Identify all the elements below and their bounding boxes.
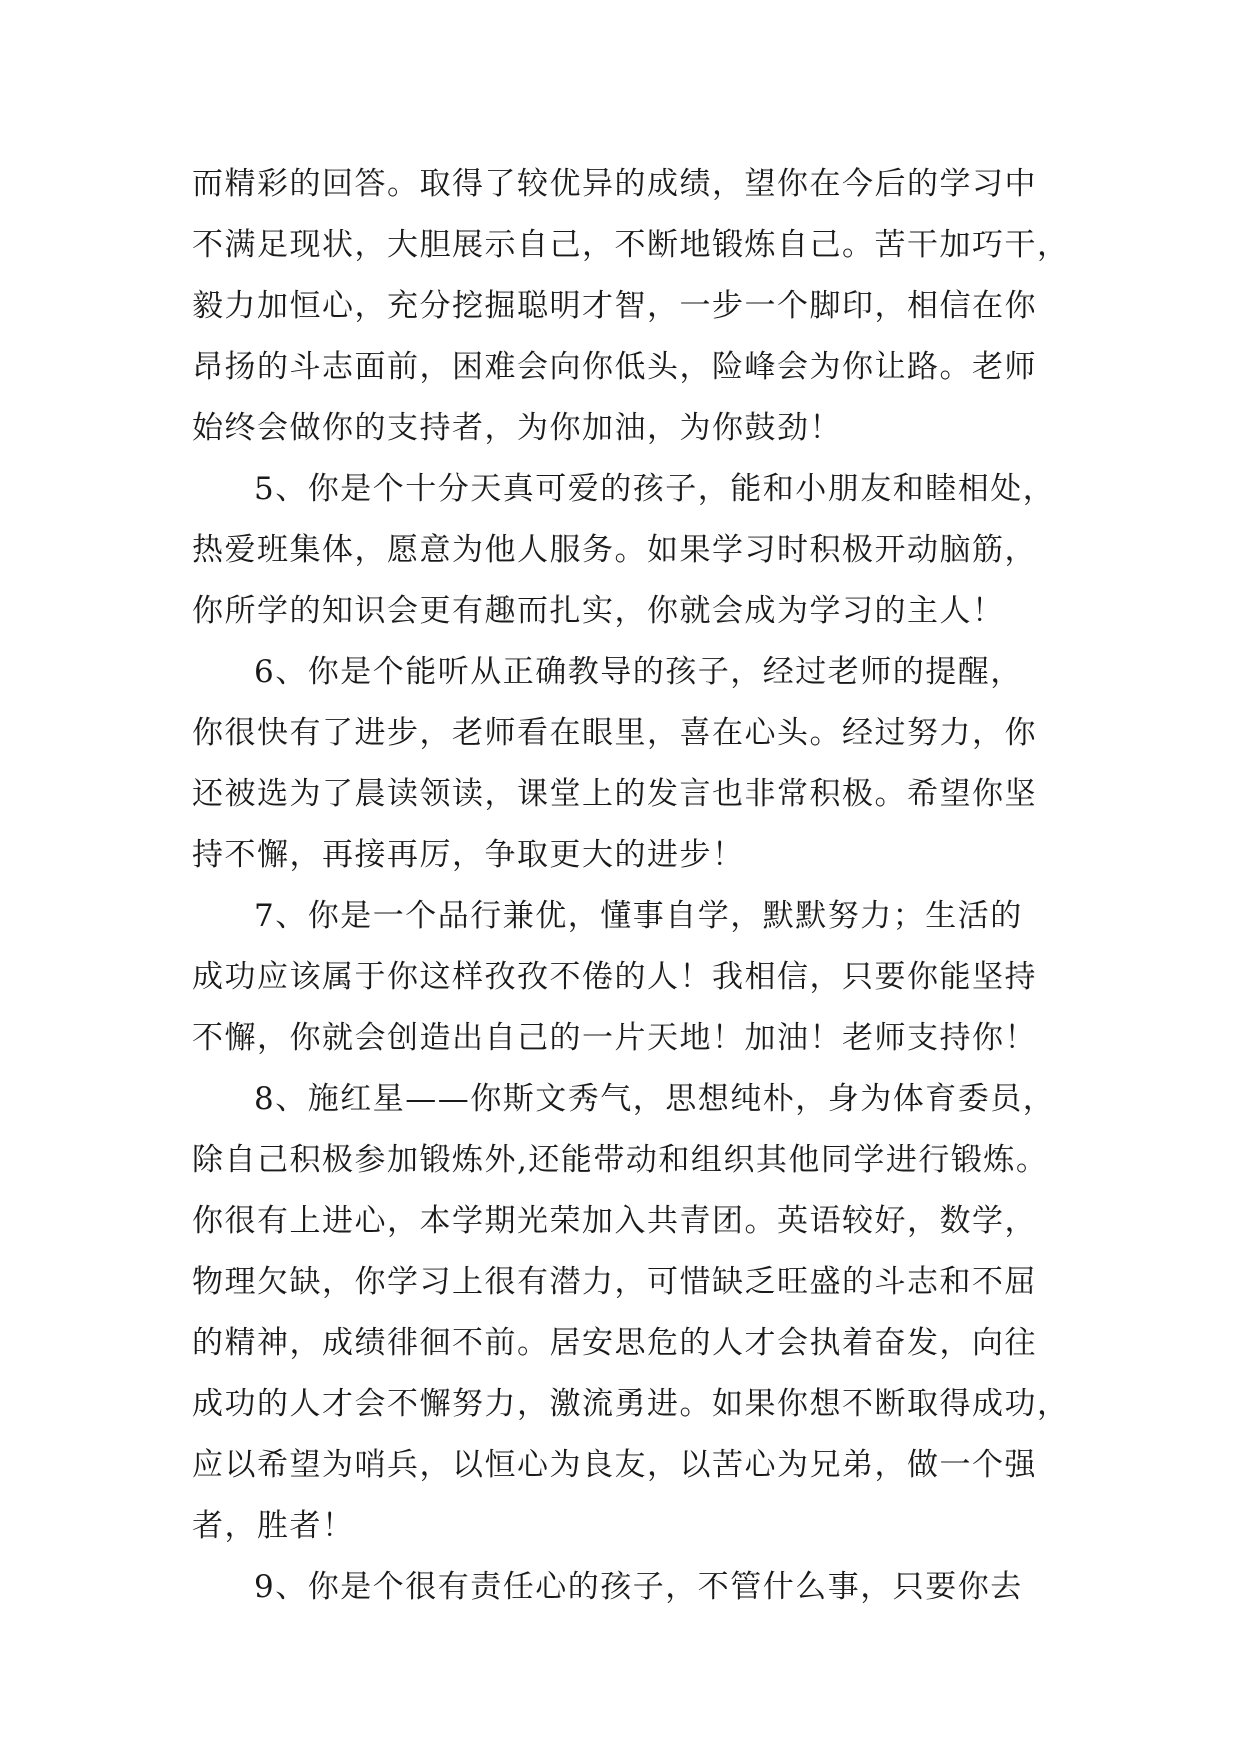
- text-line: 还被选为了晨读领读，课堂上的发言也非常积极。希望你坚: [192, 776, 1037, 812]
- text-line: 者，胜者！: [192, 1508, 355, 1544]
- paragraph-first-line: 8、施红星——你斯文秀气，思想纯朴，身为体育委员，: [254, 1081, 1056, 1117]
- paragraph-first-line: 9、你是个很有责任心的孩子，不管什么事，只要你去: [254, 1569, 1023, 1605]
- text-line: 成功的人才会不懈努力，激流勇进。如果你想不断取得成功，: [192, 1386, 1070, 1422]
- text-line: 始终会做你的支持者，为你加油，为你鼓劲！: [192, 410, 842, 446]
- body-text: [192, 154, 1070, 1618]
- text-line: 你很有上进心，本学期光荣加入共青团。英语较好，数学，: [192, 1203, 1037, 1239]
- text-line: 持不懈，再接再厉，争取更大的进步！: [192, 837, 745, 873]
- text-line: 的精神，成绩徘徊不前。居安思危的人才会执着奋发，向往: [192, 1325, 1037, 1361]
- text-line: 你所学的知识会更有趣而扎实，你就会成为学习的主人！: [192, 593, 1005, 629]
- text-line: 成功应该属于你这样孜孜不倦的人！我相信，只要你能坚持: [192, 959, 1037, 995]
- text-line: 除自己积极参加锻炼外,还能带动和组织其他同学进行锻炼。: [192, 1142, 1049, 1178]
- text-line: 不懈，你就会创造出自己的一片天地！加油！老师支持你！: [192, 1020, 1037, 1056]
- text-line: 不满足现状，大胆展示自己，不断地锻炼自己。苦干加巧干，: [192, 227, 1070, 263]
- text-line: 毅力加恒心，充分挖掘聪明才智，一步一个脚印，相信在你: [192, 288, 1037, 324]
- text-line: 而精彩的回答。取得了较优异的成绩，望你在今后的学习中: [192, 166, 1037, 202]
- text-line: 物理欠缺，你学习上很有潜力，可惜缺乏旺盛的斗志和不屈: [192, 1264, 1037, 1300]
- text-line: 昂扬的斗志面前，困难会向你低头，险峰会为你让路。老师: [192, 349, 1037, 385]
- text-line: 你很快有了进步，老师看在眼里，喜在心头。经过努力，你: [192, 715, 1037, 751]
- paragraph-first-line: 6、你是个能听从正确教导的孩子，经过老师的提醒，: [254, 654, 1023, 690]
- text-line: 热爱班集体，愿意为他人服务。如果学习时积极开动脑筋，: [192, 532, 1037, 568]
- paragraph-first-line: 7、你是一个品行兼优，懂事自学，默默努力；生活的: [254, 898, 1023, 934]
- paragraph-first-line: 5、你是个十分天真可爱的孩子，能和小朋友和睦相处，: [254, 471, 1056, 507]
- text-line: 应以希望为哨兵，以恒心为良友，以苦心为兄弟，做一个强: [192, 1447, 1037, 1483]
